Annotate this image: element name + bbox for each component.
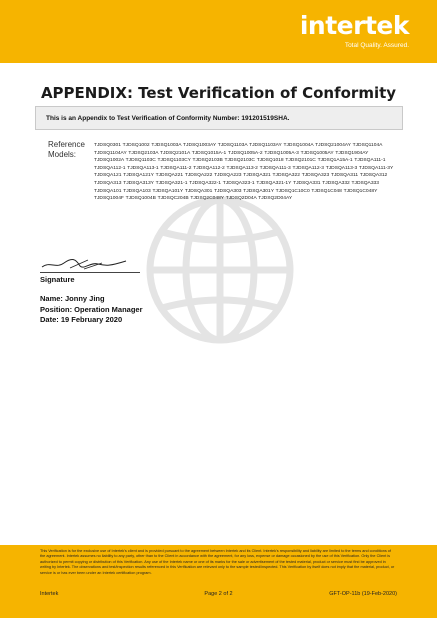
footer-disclaimer: This Verification is for the exclusive use of Intertek's client and is provided pursuant to the agreement between Intertek and its Client. Intertek's responsibility and liability are limited to the terms and conditions of the agreement. Intertek assumes no liability to any party, other than to the Client in accordance with the agreement, for any loss, expense or damage occasioned by the use of this Verification. Only the Client is authorized to permit copying or distribution of this Verification. Any use of the Intertek name or one of its marks for the sale or advertisement of the tested material, product or service must first be approved in writing by Intertek. The observations and test/inspection results referenced in this Verification are relevant only to the sample tested/inspected. This Verification by itself does not imply that the material, product, or service is or has ever been under an Intertek certification program. <box>40 549 395 575</box>
footer-company: Intertek <box>40 591 59 597</box>
footer-bar <box>0 545 437 618</box>
page-title: APPENDIX: Test Verification of Conformity <box>40 84 397 102</box>
signer-name: Name: Jonny Jing <box>40 294 105 303</box>
intertek-logo: intertek <box>299 11 409 40</box>
page-number: Page 2 of 2 <box>204 591 233 597</box>
signer-details <box>40 294 143 326</box>
reference-label-line1: Reference <box>48 140 85 149</box>
globe-watermark-icon <box>140 190 300 350</box>
handwritten-signature <box>40 257 130 271</box>
appendix-note: This is an Appendix to Test Verification of Conformity Number: 191201519SHA. <box>46 115 290 122</box>
header-bar <box>0 0 437 63</box>
reference-label-line2: Models: <box>48 150 77 159</box>
reference-models-list: TJDSQ0301 TJDSQ1002 TJDSQ1003A TJDSQ1003AY TJDSQ1103A TJDSQ1103AY TJDSQ1004A TJDSQ21004AY TJDSQ1104A TJDSQ1104AY TJDSQ2103A TJDSQ2101A TJDSQ1015A-1 TJDSQ1005A-2 TJDSQ1005A-3 TJDSQ1005AY TJDSQ1904AY TJDSQ1002A TJDSQ1103C TJDSQ1103CY TJDSQ2103B TJDSQ2103C TJDSQ1018 TJDSQ2101C TJDSQ1A15A-1 TJDSQA111-1 TJDSQA112-1 TJDSQA113-1 TJDSQA111-2 TJDSQA112-2 TJDSQA113-2 TJDSQA111-3 TJDSQA112-3 TJDSQA113-3 TJDSQA111-3Y TJDSQA121 TJDSQA121Y TJDSQA221 TJDSQA222 TJDSQA223 TJDSQA321 TJDSQA322 TJDSQA323 TJDSQA311 TJDSQA312 TJDSQA313 TJDSQA313Y TJDSQA321-1 TJDSQA322-1 TJDSQA323-1 TJDSQA321-1Y TJDSQA331 TJDSQA332 TJDSQA333 TJDSQA101 TJDSQA103 TJDSQA101Y TJDSQA301 TJDSQA303 TJDSQA301Y TJDSQ1C10C0 TJDSQ1C048 TJDSQ1C048Y TJDSQ1004F TJDSQ1004B TJDSQC204B TJDSQ2C048Y TJDSQ2D04A TJDSQ2D04AY <box>94 143 394 202</box>
reference-models-label <box>48 140 85 160</box>
signer-position: Position: Operation Manager <box>40 304 143 314</box>
appendix-note-box <box>35 106 403 130</box>
document-code: GFT-OP-11b (19-Feb-2020) <box>329 591 397 597</box>
signer-date: Date: 19 February 2020 <box>40 315 123 324</box>
signature-label: Signature <box>40 275 75 284</box>
logo-tagline: Total Quality. Assured. <box>344 42 409 49</box>
signature-line <box>40 272 140 273</box>
